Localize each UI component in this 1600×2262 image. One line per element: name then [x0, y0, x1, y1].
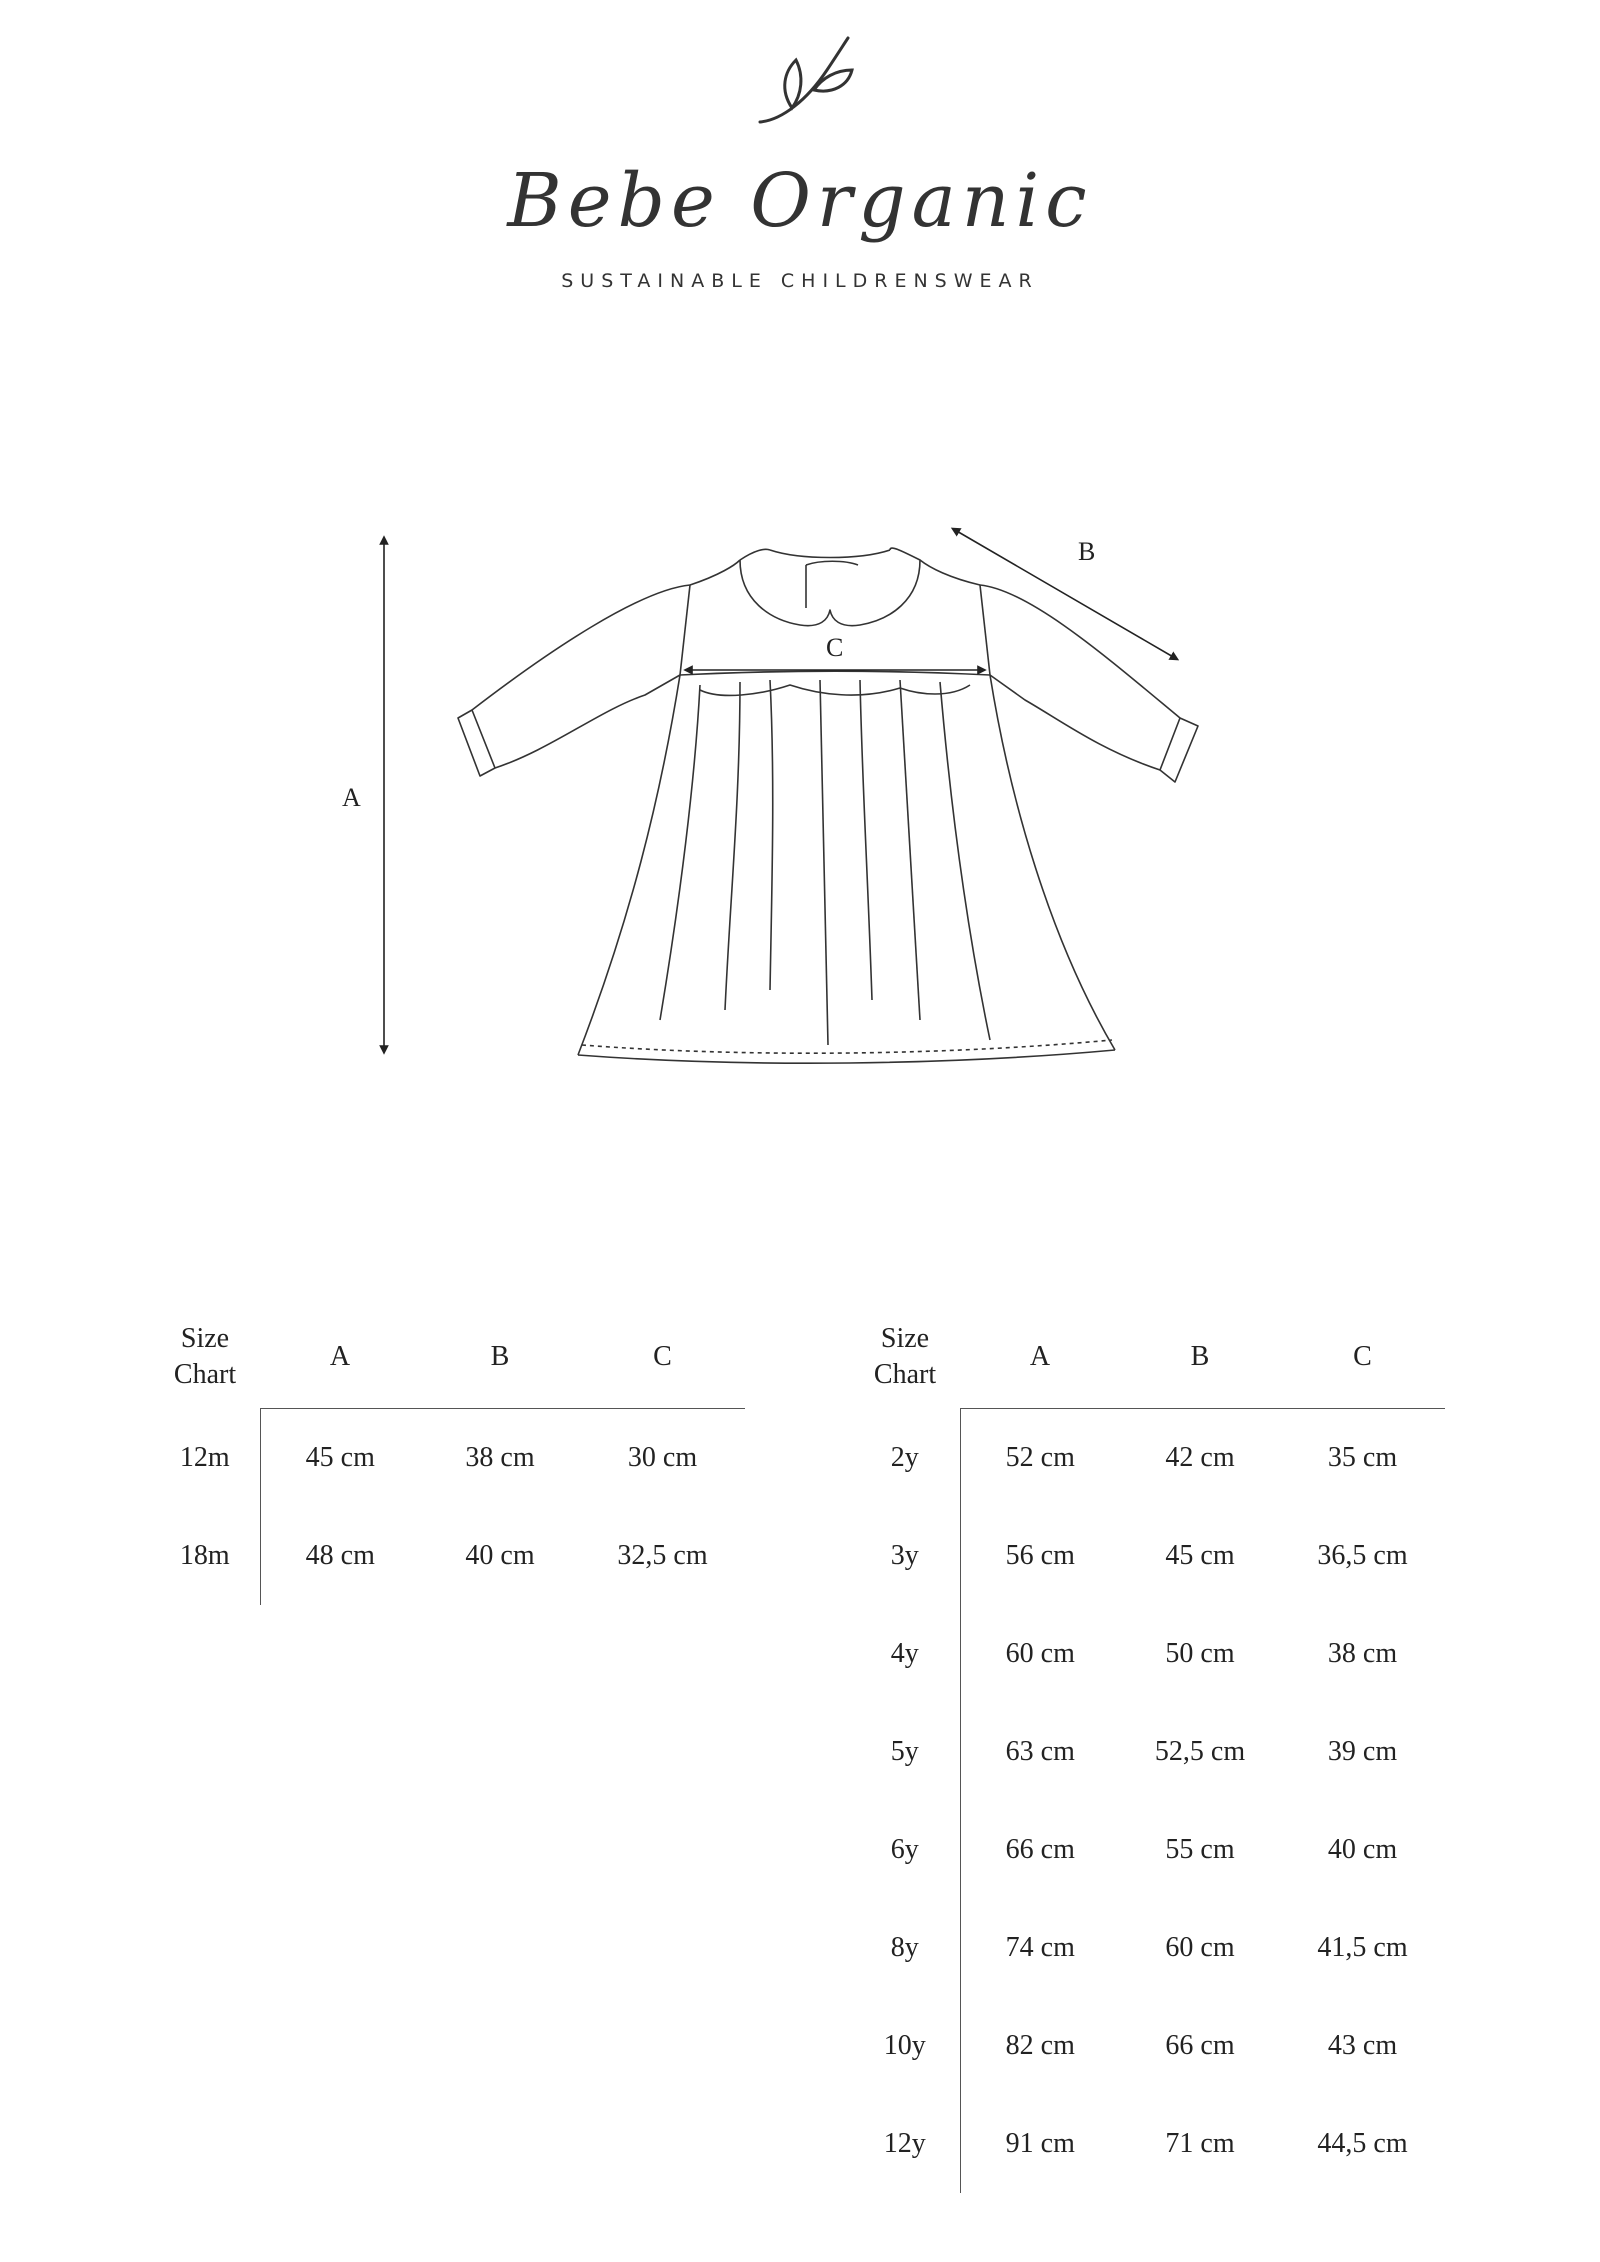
- measure-a-cell: 48 cm: [305, 1540, 375, 1571]
- size-cell: 8y: [850, 1899, 960, 1997]
- measure-b-cell: 40 cm: [465, 1540, 535, 1571]
- column-c-header: C: [1280, 1306, 1445, 1409]
- column-a-header: A: [260, 1306, 420, 1409]
- measure-a-cell: 45 cm: [305, 1442, 375, 1473]
- measure-a-cell: 74 cm: [1005, 1932, 1075, 1963]
- table-row: [150, 1507, 745, 1605]
- measure-c-cell: 44,5 cm: [1317, 2128, 1408, 2159]
- dimension-a-label: A: [342, 783, 361, 812]
- brand-name: Bebe Organic: [507, 158, 1093, 244]
- table-row: [850, 1507, 1445, 1605]
- table-header-row: [150, 1306, 745, 1409]
- measure-c-cell: 36,5 cm: [1317, 1540, 1408, 1571]
- column-b-header: B: [1120, 1306, 1280, 1409]
- measure-b-cell: 71 cm: [1165, 2128, 1235, 2159]
- size-chart-header: Size Chart: [173, 1323, 237, 1391]
- measure-a-cell: 63 cm: [1005, 1736, 1075, 1767]
- dimension-b-label: B: [1078, 537, 1096, 566]
- column-c-header: C: [580, 1306, 745, 1409]
- column-a-header: A: [960, 1306, 1120, 1409]
- column-b-header: B: [420, 1306, 580, 1409]
- measure-c-cell: 39 cm: [1327, 1736, 1398, 1767]
- table-row: [850, 1997, 1445, 2095]
- leaf-sprig-icon: [752, 30, 862, 130]
- measure-b-cell: 55 cm: [1165, 1834, 1235, 1865]
- size-cell: 12m: [150, 1409, 260, 1508]
- table-row: [850, 2095, 1445, 2193]
- measure-a-cell: 82 cm: [1005, 2030, 1075, 2061]
- measure-c-cell: 41,5 cm: [1317, 1932, 1408, 1963]
- size-cell: 4y: [850, 1605, 960, 1703]
- size-cell: 2y: [850, 1409, 960, 1508]
- size-cell: 5y: [850, 1703, 960, 1801]
- table-row: [850, 1605, 1445, 1703]
- size-chart-table-kids: [850, 1306, 1445, 2193]
- size-cell: 6y: [850, 1801, 960, 1899]
- measure-c-cell: 40 cm: [1327, 1834, 1398, 1865]
- table-row: [850, 1801, 1445, 1899]
- table-row: [850, 1703, 1445, 1801]
- dimension-c-label: C: [826, 633, 844, 662]
- table-row: [850, 1409, 1445, 1508]
- size-cell: 18m: [150, 1507, 260, 1605]
- measure-c-cell: 30 cm: [627, 1442, 698, 1473]
- size-cell: 12y: [850, 2095, 960, 2193]
- measure-c-cell: 43 cm: [1327, 2030, 1398, 2061]
- size-chart-table-baby: [150, 1306, 745, 1605]
- measure-a-cell: 91 cm: [1005, 2128, 1075, 2159]
- measure-b-cell: 60 cm: [1165, 1932, 1235, 1963]
- measure-c-cell: 38 cm: [1327, 1638, 1398, 1669]
- table-row: [150, 1409, 745, 1508]
- measure-c-cell: 32,5 cm: [617, 1540, 708, 1571]
- measure-a-cell: 66 cm: [1005, 1834, 1075, 1865]
- table-header-row: [850, 1306, 1445, 1409]
- measure-b-cell: 66 cm: [1165, 2030, 1235, 2061]
- measure-b-cell: 52,5 cm: [1154, 1736, 1246, 1767]
- measure-b-cell: 50 cm: [1165, 1638, 1235, 1669]
- size-cell: 3y: [850, 1507, 960, 1605]
- size-cell: 10y: [850, 1997, 960, 2095]
- table-row: [850, 1899, 1445, 1997]
- dress-flat-sketch-icon: [300, 520, 1200, 1080]
- measure-a-cell: 60 cm: [1005, 1638, 1075, 1669]
- measure-b-cell: 45 cm: [1165, 1540, 1235, 1571]
- measure-a-cell: 52 cm: [1005, 1442, 1075, 1473]
- measure-a-cell: 56 cm: [1005, 1540, 1075, 1571]
- measure-b-cell: 42 cm: [1165, 1442, 1235, 1473]
- brand-tagline: SUSTAINABLE CHILDRENSWEAR: [561, 270, 1039, 292]
- measure-b-cell: 38 cm: [465, 1442, 535, 1473]
- measure-c-cell: 35 cm: [1327, 1442, 1398, 1473]
- size-chart-header: Size Chart: [873, 1323, 937, 1391]
